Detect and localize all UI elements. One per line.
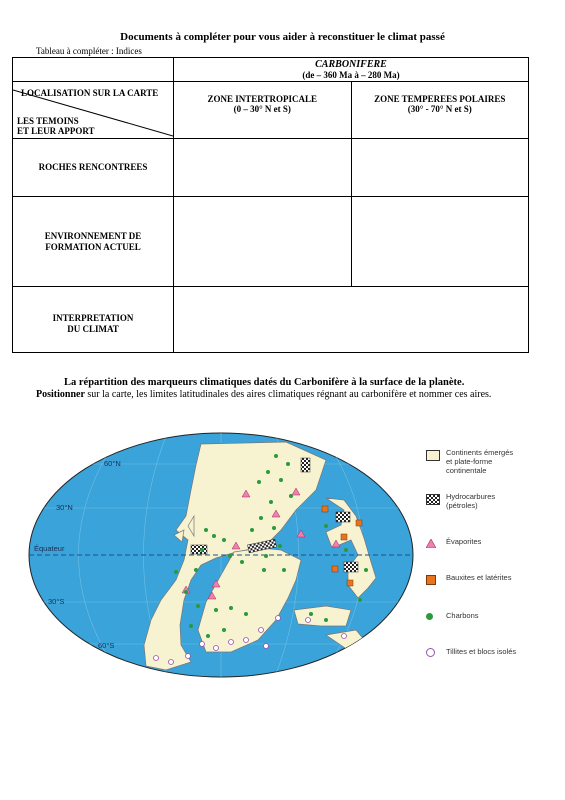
lat-30n-label: 30°N	[56, 503, 73, 512]
map-heading: La répartition des marqueurs climatiques datés du Carbonifère à la surface de la planète.	[64, 377, 465, 388]
map-instructions	[36, 377, 536, 401]
rocks-polar-cell[interactable]	[351, 139, 529, 197]
period-name: CARBONIFERE	[315, 59, 387, 70]
rocks-intertropical-cell[interactable]	[174, 139, 352, 197]
environment-intertropical-cell[interactable]	[174, 197, 352, 287]
table-caption: Tableau à compléter : Indices	[36, 46, 142, 56]
period-range: (de – 360 Ma à – 280 Ma)	[302, 70, 400, 80]
environment-polar-cell[interactable]	[351, 197, 529, 287]
lat-30s-label: 30°S	[48, 597, 65, 606]
zone-polar-header: ZONE TEMPEREES POLAIRES (30° - 70° N et S)	[351, 82, 529, 139]
rocks-row-header: ROCHES RENCONTREES	[13, 139, 174, 197]
carboniferous-world-map	[26, 430, 426, 682]
interpretation-cell[interactable]	[174, 287, 529, 353]
page-title: Documents à compléter pour vous aider à reconstituer le climat passé	[120, 31, 445, 43]
instruction-text: sur la carte, les limites latitudinales des aires climatiques régnant au carbonifère et nommer ces aires.	[84, 389, 492, 400]
environment-row-header: ENVIRONNEMENT DE FORMATION ACTUEL	[13, 197, 174, 287]
zone-intertropical-header: ZONE INTERTROPICALE (0 – 30° N et S)	[174, 82, 352, 139]
equator-label: Équateur	[34, 544, 65, 553]
witnesses-label: LES TEMOINS ET LEUR APPORT	[17, 116, 95, 136]
diagonal-header-cell	[13, 82, 174, 139]
lat-60n-label: 60°N	[104, 459, 121, 468]
empty-corner-cell	[13, 58, 174, 82]
legend-tillites: Tillites et blocs isolés	[446, 647, 516, 656]
instruction-verb: Positionner	[36, 389, 85, 400]
legend-evaporites: Évaporites	[446, 537, 481, 546]
map-location-label: LOCALISATION SUR LA CARTE	[21, 88, 159, 98]
legend-continents: Continents émergés et plate-forme continentale	[446, 448, 513, 475]
clues-table	[12, 57, 529, 353]
period-header	[174, 58, 529, 82]
legend-hydrocarbures: Hydrocarbures (pétroles)	[446, 492, 495, 510]
legend-charbons: Charbons	[446, 611, 479, 620]
legend-bauxites: Bauxites et latérites	[446, 573, 511, 582]
evaporite-icon	[426, 539, 436, 548]
interpretation-row-header: INTERPRETATION DU CLIMAT	[13, 287, 174, 353]
lat-60s-label: 60°S	[98, 641, 115, 650]
